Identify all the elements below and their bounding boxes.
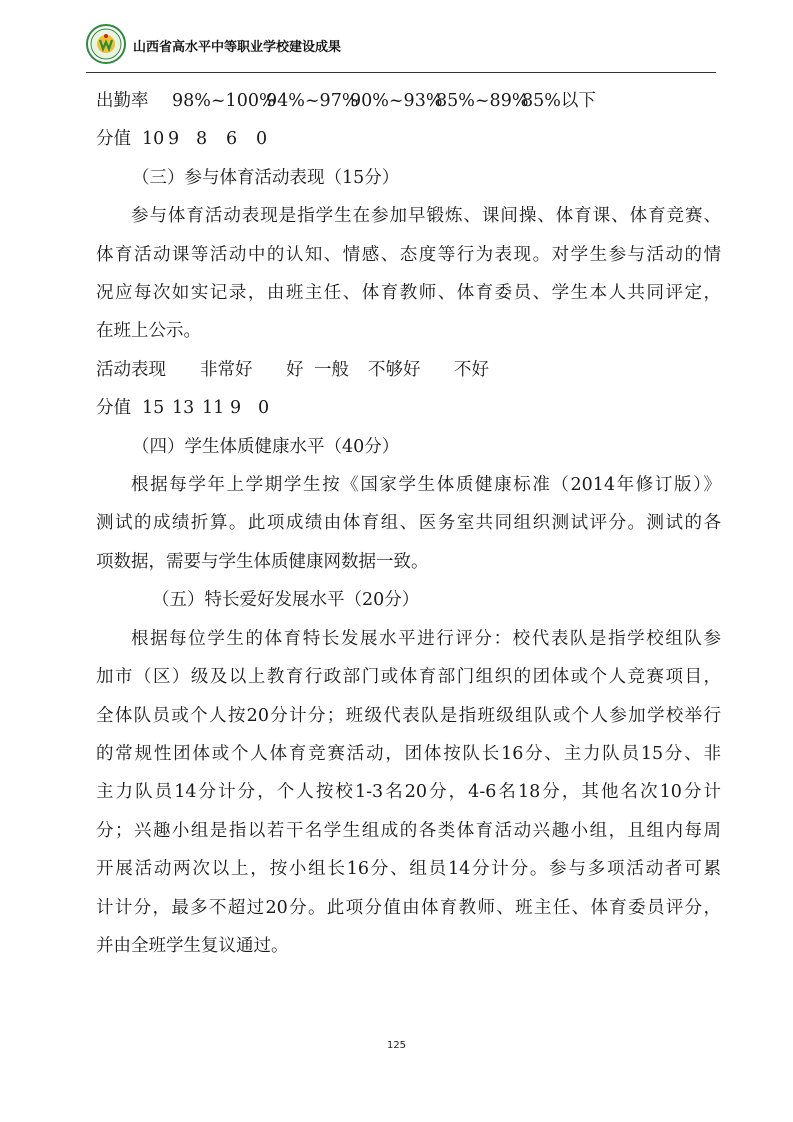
paragraph-line: 计计分，最多不超过20分。此项分值由体育教师、班主任、体育委员评分，	[96, 897, 721, 918]
paragraph-line: 况应每次如实记录，由班主任、体育教师、体育委员、学生本人共同评定，	[96, 283, 721, 304]
activity-score-row	[96, 389, 721, 427]
activity-level: 一般	[314, 359, 349, 380]
attendance-range: 85%~89%	[436, 91, 529, 111]
score-value: 0	[256, 129, 268, 150]
section-heading: （四）学生体质健康水平（40分）	[132, 436, 400, 457]
paragraph-line: 项数据，需要与学生体质健康网数据一致。	[96, 551, 429, 572]
activity-row	[96, 351, 721, 389]
paragraph-line: 并由全班学生复议通过。	[96, 935, 289, 956]
activity-level: 好	[286, 359, 304, 380]
school-logo-icon	[86, 24, 126, 64]
page-header	[86, 22, 716, 73]
paragraph-line: 根据每位学生的体育特长发展水平进行评分：校代表队是指学校组队参	[131, 628, 721, 649]
score-value: 13	[172, 398, 195, 419]
score-value: 11	[202, 398, 225, 419]
paragraph-line: 的常规性团体或个人体育竞赛活动，团体按队长16分、主力队员15分、非	[96, 743, 721, 764]
score-value: 0	[258, 398, 270, 419]
page-number: 125	[386, 1040, 407, 1051]
score-value: 9	[230, 398, 242, 419]
paragraph-line: 测试的成绩折算。此项成绩由体育组、医务室共同组织测试评分。测试的各	[96, 513, 721, 534]
paragraph-line: 分；兴趣小组是指以若干名学生组成的各类体育活动兴趣小组，且组内每周	[96, 820, 721, 841]
section-heading: （五）特长爱好发展水平（20分）	[152, 590, 420, 611]
activity-label: 活动表现	[96, 359, 166, 380]
paragraph-line: 参与体育活动表现是指学生在参加早锻炼、课间操、体育课、体育竞赛、	[131, 206, 721, 227]
paragraph-line: 体育活动课等活动中的认知、情感、态度等行为表现。对学生参与活动的情	[96, 244, 721, 265]
paragraph-line: 全体队员或个人按20分计分；班级代表队是指班级组队或个人参加学校举行	[96, 705, 721, 726]
attendance-range: 98%~100%	[172, 91, 276, 111]
score-value: 6	[226, 129, 238, 150]
score-label: 分值	[96, 129, 131, 150]
score-value: 8	[196, 129, 208, 150]
activity-level: 非常好	[200, 359, 253, 380]
score-label: 分值	[96, 398, 131, 419]
activity-level: 不够好	[368, 359, 421, 380]
attendance-score-row	[96, 120, 721, 158]
paragraph-line: 主力队员14分计分，个人按校1-3名20分，4-6名18分，其他名次10分计	[96, 782, 721, 803]
attendance-range: 90%~93%	[350, 91, 443, 111]
attendance-range: 94%~97%	[266, 91, 359, 111]
paragraph-line: 根据每学年上学期学生按《国家学生体质健康标准（2014年修订版）》	[131, 475, 721, 496]
score-value: 10	[142, 129, 165, 150]
section-heading: （三）参与体育活动表现（15分）	[132, 167, 400, 188]
header-title: 山西省高水平中等职业学校建设成果	[133, 40, 342, 55]
paragraph-line: 加市（区）级及以上教育行政部门或体育部门组织的团体或个人竞赛项目，	[96, 667, 721, 688]
score-value: 15	[142, 398, 165, 419]
document-body	[96, 82, 721, 965]
activity-level: 不好	[454, 359, 489, 380]
score-value: 9	[168, 129, 180, 150]
attendance-row	[96, 82, 721, 120]
attendance-range: 85%以下	[522, 91, 596, 111]
paragraph-line: 开展活动两次以上，按小组长16分、组员14分计分。参与多项活动者可累	[96, 859, 721, 880]
paragraph-line: 在班上公示。	[96, 321, 201, 342]
attendance-label: 出勤率	[96, 91, 149, 111]
